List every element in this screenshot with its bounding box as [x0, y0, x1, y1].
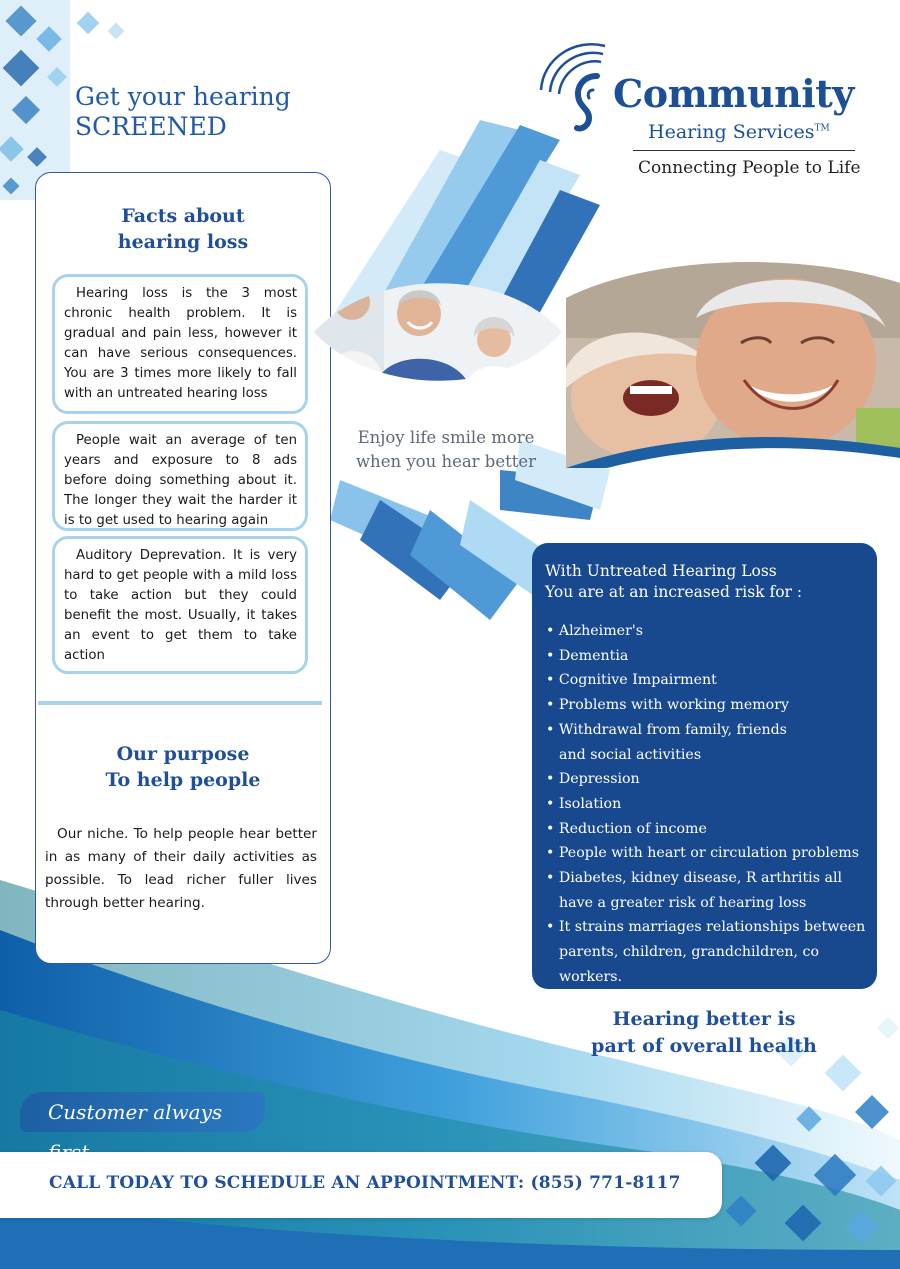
headline	[75, 82, 291, 142]
health-line1: Hearing better is	[612, 1008, 796, 1030]
risk-item: • Dementia	[546, 644, 881, 669]
facts-title	[36, 203, 330, 255]
risk-item: • Isolation	[546, 792, 881, 817]
risk-list	[546, 619, 881, 990]
fact-card-2: People wait an average of ten years and exposure to 8 ads before doing something about it. The longer they wait the harder it is to get used to hearing again	[52, 421, 308, 531]
headline-line1: Get your hearing	[75, 82, 291, 111]
risk-title-line2: You are at an increased risk for :	[545, 583, 803, 601]
facts-title-line1: Facts about	[121, 205, 245, 227]
purpose-title-line1: Our purpose	[116, 743, 250, 765]
enjoy-life-caption	[330, 426, 562, 474]
risk-item: • Diabetes, kidney disease, R arthritis all have a greater risk of hearing loss	[546, 866, 879, 915]
risk-title-line1: With Untreated Hearing Loss	[545, 562, 777, 580]
enjoy-line2: when you hear better	[355, 452, 537, 471]
call-to-action-bar	[0, 1152, 722, 1218]
risk-item: • Problems with working memory	[546, 693, 881, 718]
risk-item: • It strains marriages relationships between parents, children, grandchildren, co workers.	[546, 915, 881, 989]
risk-item: • Alzheimer's	[546, 619, 881, 644]
customer-first-banner: Customer always	[20, 1092, 265, 1132]
risk-item: • Depression	[546, 767, 881, 792]
purpose-title-line2: To help people	[105, 769, 261, 791]
left-info-panel	[35, 172, 331, 964]
risk-item: • Reduction of income	[546, 817, 881, 842]
company-logo	[535, 38, 875, 188]
enjoy-line1: Enjoy life smile more	[357, 428, 535, 447]
logo-subname	[648, 121, 830, 143]
logo-divider	[633, 150, 855, 151]
headline-line2: SCREENED	[75, 112, 227, 141]
facts-title-line2: hearing loss	[117, 231, 249, 253]
health-line2: part of overall health	[591, 1035, 817, 1057]
health-tagline	[560, 1006, 848, 1060]
purpose-text: Our niche. To help people hear better in as many of their daily activities as possible. To lead richer fuller lives through better hearing.	[45, 826, 317, 911]
risk-item: • People with heart or circulation problems	[546, 841, 881, 866]
logo-name: Community	[613, 71, 854, 116]
fact-card-1: Hearing loss is the 3 most chronic health problem. It is gradual and pain less, however it can have serious consequences. You are 3 times more likely to fall with an untreated hearing loss	[52, 274, 308, 414]
logo-subname-text: Hearing Services	[648, 121, 815, 143]
purpose-title	[36, 741, 330, 793]
risk-title	[545, 561, 802, 603]
panel-divider	[38, 701, 322, 705]
risk-item: • Withdrawal from family, friends and social activities	[546, 718, 795, 767]
ear-icon	[535, 38, 625, 133]
logo-tagline: Connecting People to Life	[638, 158, 861, 178]
appointment-phone-text: CALL TODAY TO SCHEDULE AN APPOINTMENT: (855) 771-8117	[49, 1173, 681, 1193]
fact-card-3: Auditory Deprevation. It is very hard to get people with a mild loss to take action but they could benefit the most. Usually, it takes an event to get them to take action	[52, 536, 308, 674]
risk-item: • Cognitive Impairment	[546, 668, 881, 693]
seniors-group-photo	[314, 272, 562, 394]
laughing-couple-photo	[566, 258, 900, 468]
trademark-symbol: TM	[814, 123, 830, 134]
risk-panel	[532, 543, 877, 989]
